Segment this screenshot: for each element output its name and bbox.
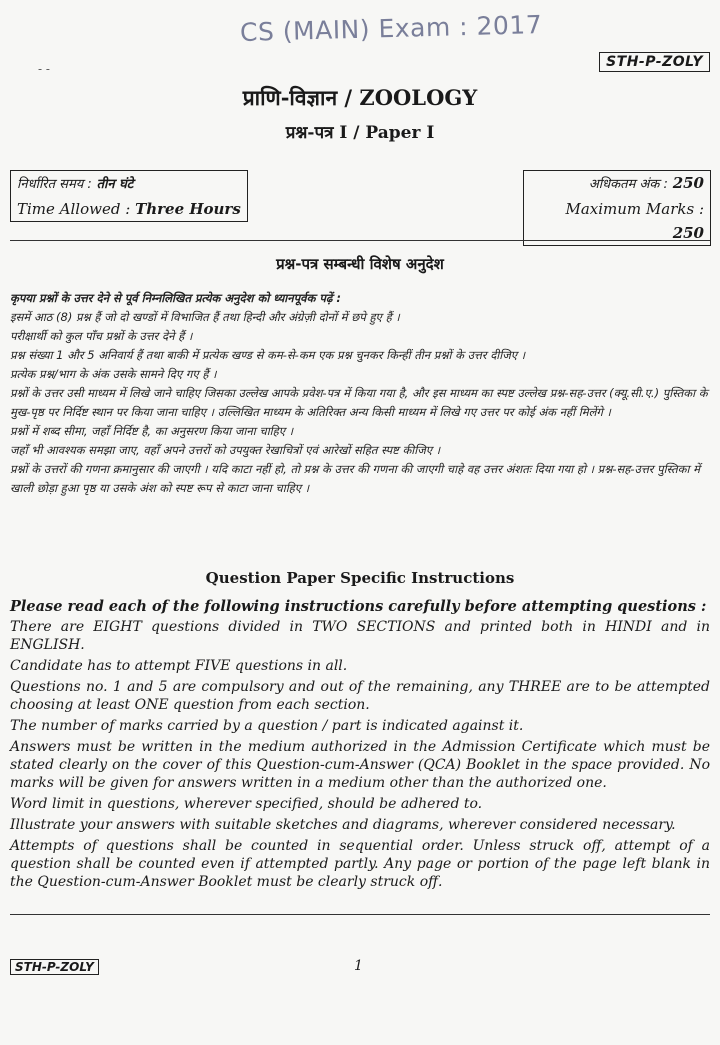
time-hindi-label: निर्धारित समय : — [17, 177, 92, 192]
english-instructions-heading: Question Paper Specific Instructions — [205, 569, 515, 587]
time-english-label: Time Allowed : — [17, 200, 131, 218]
marks-hindi-value: 250 — [672, 174, 704, 192]
english-item: Answers must be written in the medium authorized in the Admission Certificate which must be stated clearly on the cover of this Question-cum-Answer (QCA) Booklet in the space provided. No marks will be given for answers written in a medium other than the authorized one. — [10, 739, 710, 791]
paper-subtitle: प्रश्न-पत्र I / Paper I — [285, 123, 435, 143]
english-item: Attempts of questions shall be counted in sequential order. Unless struck off, attempt of a question shall be counted even if attempted partly. Any page or portion of the page left blank in the Question-cum-Answer Booklet must be clearly struck off. — [10, 838, 710, 890]
footer-paper-code: STH-P-ZOLY — [10, 959, 99, 975]
marks-english-value: 250 — [672, 224, 704, 242]
hindi-item: प्रत्येक प्रश्न/भाग के अंक उसके सामने दिए गए हैं । — [10, 367, 217, 381]
english-item: Candidate has to attempt FIVE questions in all. — [10, 658, 348, 674]
hindi-item: इसमें आठ (8) प्रश्न हैं जो दो खण्डों में विभाजित हैं तथा हिन्दी और अंग्रेज़ी दोनों में छपे हुए हैं । — [10, 310, 400, 324]
hindi-instructions — [10, 289, 710, 498]
page-number: 1 — [354, 958, 363, 974]
english-item: There are EIGHT questions divided in TWO SECTIONS and printed both in HINDI and in ENGLISH. — [10, 619, 710, 653]
english-item: Word limit in questions, wherever specified, should be adhered to. — [10, 796, 483, 812]
hindi-item: जहाँ भी आवश्यक समझा जाए, वहाँ अपने उत्तरों को उपयुक्त रेखाचित्रों एवं आरेखों सहित स्पष्ट कीजिए । — [10, 443, 441, 457]
english-item: The number of marks carried by a question / part is indicated against it. — [10, 718, 524, 734]
divider — [10, 914, 710, 915]
paper-code: STH-P-ZOLY — [599, 52, 710, 72]
english-lead: Please read each of the following instructions carefully before attempting questions : — [10, 598, 707, 615]
exam-stamp: CS (MAIN) Exam : 2017 — [239, 10, 543, 47]
english-item: Illustrate your answers with suitable sketches and diagrams, wherever considered necessary. — [10, 817, 676, 833]
marks-english-label: Maximum Marks : — [565, 200, 704, 218]
divider — [10, 240, 710, 241]
time-english-value: Three Hours — [135, 200, 241, 218]
hindi-item: प्रश्न संख्या 1 और 5 अनिवार्य हैं तथा बाकी में प्रत्येक खण्ड से कम-से-कम एक प्रश्न चुनकर किन्हीं तीन प्रश्नों के उत्तर दीजिए । — [10, 348, 526, 362]
hindi-item: परीक्षार्थी को कुल पाँच प्रश्नों के उत्तर देने हैं । — [10, 329, 193, 343]
hindi-instructions-heading: प्रश्न-पत्र सम्बन्धी विशेष अनुदेश — [276, 255, 444, 273]
page-title: प्राणि-विज्ञान / ZOOLOGY — [242, 85, 478, 110]
hindi-item: प्रश्नों में शब्द सीमा, जहाँ निर्दिष्ट है, का अनुसरण किया जाना चाहिए । — [10, 424, 294, 438]
hindi-lead: कृपया प्रश्नों के उत्तर देने से पूर्व निम्नलिखित प्रत्येक अनुदेश को ध्यानपूर्वक पढ़ें : — [10, 291, 342, 305]
marks-hindi-line — [530, 171, 704, 197]
time-english-line — [17, 197, 241, 221]
marks-hindi-label: अधिकतम अंक : — [588, 177, 668, 192]
header-dash: - - — [38, 62, 50, 76]
marks-english-line — [530, 197, 704, 245]
time-hindi-value: तीन घंटे — [96, 177, 134, 192]
hindi-item: प्रश्नों के उत्तरों की गणना क्रमानुसार की जाएगी । यदि काटा नहीं हो, तो प्रश्न के उत्तर की गणना की जाएगी चाहे वह उत्तर अंशतः दिया गया हो । प्रश्न-सह-उत्तर पुस्तिका में खाली छोड़ा हुआ पृष्ठ या उसके अंश को स्पष्ट रूप से काटा जाना चाहिए । — [10, 462, 701, 495]
hindi-item: प्रश्नों के उत्तर उसी माध्यम में लिखे जाने चाहिए जिसका उल्लेख आपके प्रवेश-पत्र में किया गया है, और इस माध्यम का स्पष्ट उल्लेख प्रश्न-सह-उत्तर (क्यू.सी.ए.) पुस्तिका के मुख-पृष्ठ पर निर्दिष्ट स्थान पर किया जाना चाहिए । उल्लिखित माध्यम के अतिरिक्त अन्य किसी माध्यम में लिखे गए उत्तर पर कोई अंक नहीं मिलेंगे । — [10, 386, 708, 419]
time-allowed-box — [10, 170, 248, 222]
maximum-marks-box — [523, 170, 711, 246]
time-hindi-line — [17, 171, 241, 197]
english-item: Questions no. 1 and 5 are compulsory and out of the remaining, any THREE are to be attempted choosing at least ONE question from each section. — [10, 679, 710, 713]
english-instructions — [10, 598, 710, 894]
